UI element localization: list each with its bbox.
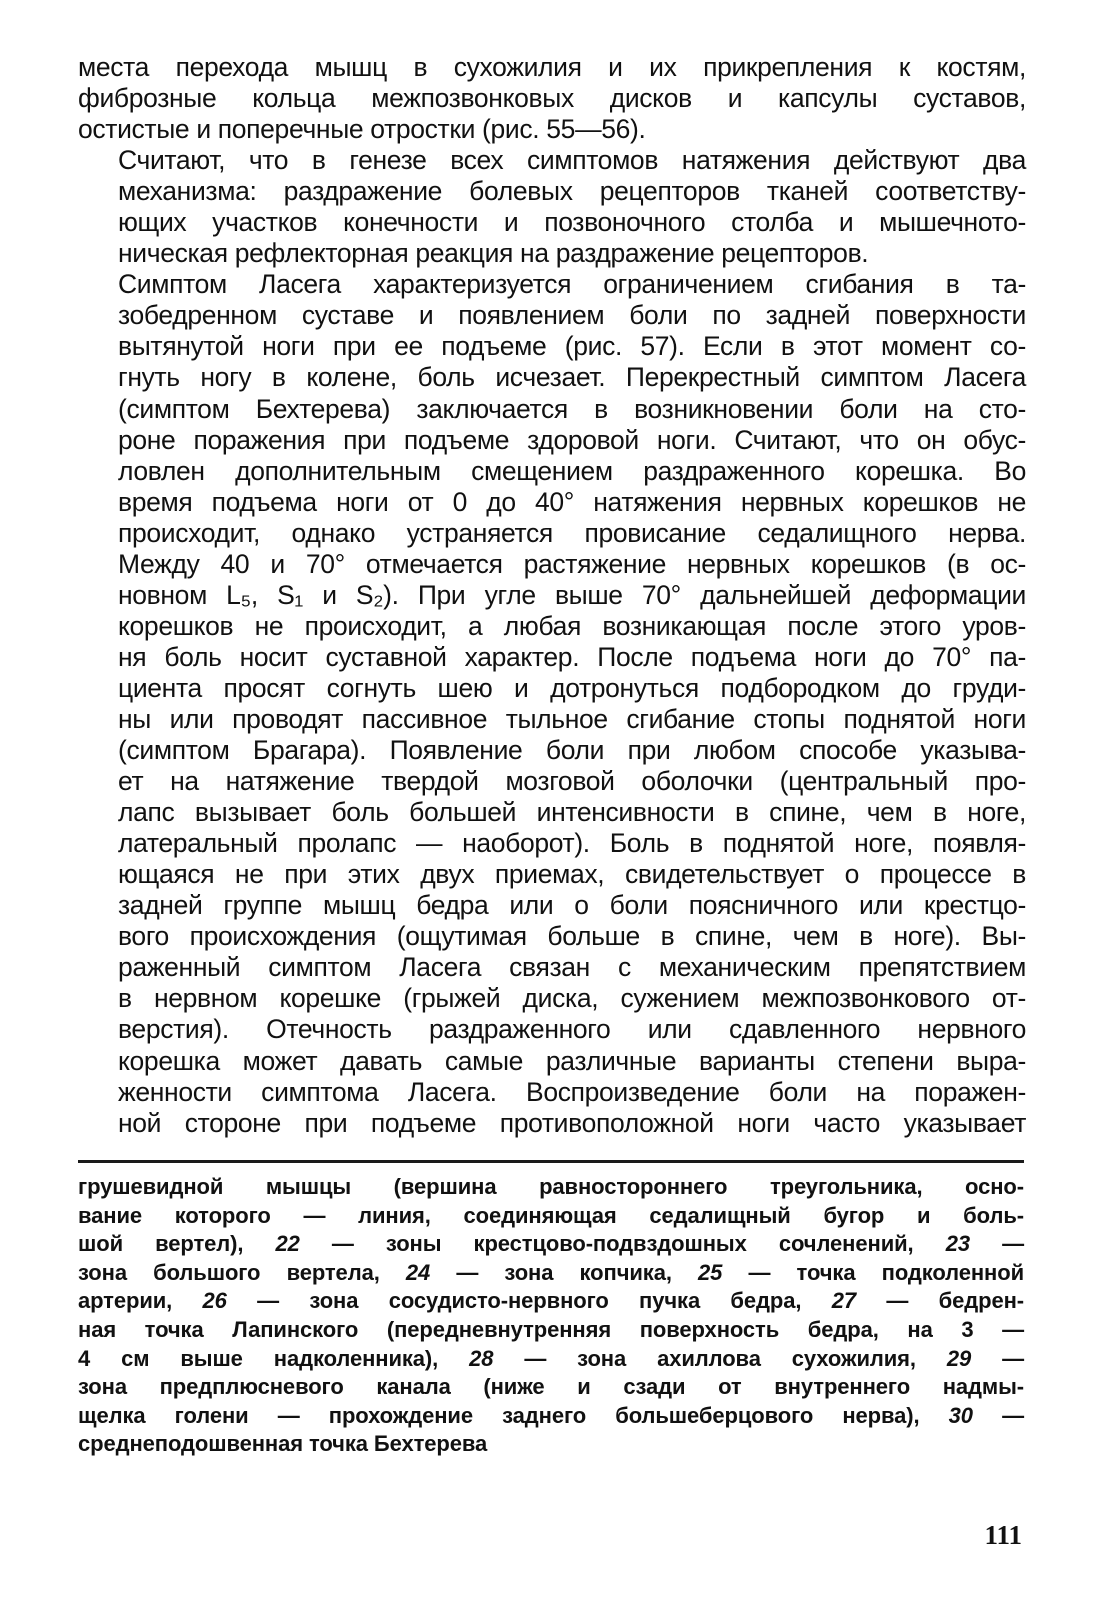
- caption-line: [78, 1202, 1024, 1231]
- paragraph: [78, 145, 1026, 269]
- caption-text: вание которого — линия, соединяющая седалищный бугор и боль-: [78, 1202, 1024, 1228]
- caption-line: [78, 1173, 1024, 1202]
- figure-label-number: 28: [469, 1345, 494, 1371]
- text-line: ющих участков конечности и позвоночного столба и мышечното-: [118, 207, 1026, 238]
- text-line: раженный симптом Ласега связан с механическим препятствием: [118, 952, 1026, 983]
- text-line: ловлен дополнительным смещением раздраженного корешка. Во: [118, 455, 1026, 486]
- text-line: ны или проводят пассивное тыльное сгибание стопы поднятой ноги: [118, 703, 1026, 734]
- paragraph: [78, 269, 1026, 1138]
- figure-label-number: 30: [948, 1402, 973, 1428]
- paragraph: [78, 52, 1026, 145]
- footnote-divider: [78, 1160, 1024, 1163]
- text-line: места перехода мышц в сухожилия и их прикрепления к костям,: [78, 52, 1026, 82]
- text-line: зобедренном суставе и появлением боли по задней поверхности: [118, 300, 1026, 331]
- main-text: [78, 52, 1026, 1139]
- figure-label-number: 29: [946, 1345, 972, 1371]
- caption-line: [78, 1430, 1024, 1459]
- caption-text: зона большого вертела,: [78, 1259, 406, 1285]
- text-line: время подъема ноги от 0 до 40° натяжения нервных корешков не: [118, 486, 1026, 517]
- text-line: вого происхождения (ощутимая больше в спине, чем в ноге). Вы-: [118, 921, 1026, 952]
- text-line: ническая рефлекторная реакция на раздражение рецепторов.: [118, 238, 869, 269]
- caption-text: грушевидной мышцы (вершина равностороннего треугольника, осно-: [78, 1174, 1024, 1199]
- caption-text: среднеподошвенная точка Бехтерева: [78, 1431, 488, 1457]
- caption-text: —: [971, 1345, 1024, 1371]
- text-line: происходит, однако устраняется провисание седалищного нерва.: [118, 517, 1026, 548]
- text-line: корешков не происходит, а любая возникающая после этого уров-: [118, 610, 1026, 641]
- text-line: женности симптома Ласега. Воспроизведение боли на поражен-: [118, 1076, 1026, 1107]
- figure-label-number: 24: [405, 1259, 431, 1285]
- figure-label-number: 27: [831, 1288, 857, 1314]
- caption-text: зона предплюсневого канала (ниже и сзади от внутреннего надмы-: [78, 1374, 1024, 1400]
- figure-caption: [78, 1173, 1024, 1459]
- text-line: Между 40 и 70° отмечается растяжение нервных корешков (в ос-: [118, 548, 1026, 579]
- text-line: гнуть ногу в колене, боль исчезает. Перекрестный симптом Ласега: [118, 362, 1026, 393]
- caption-text: —: [969, 1231, 1024, 1257]
- text-line: циента просят согнуть шею и дотронуться подбородком до груди-: [118, 672, 1026, 703]
- text-line: вытянутой ноги при ее подъеме (рис. 57). Если в этот момент со-: [118, 331, 1026, 362]
- caption-text: артерии,: [78, 1288, 203, 1314]
- caption-line: [78, 1230, 1024, 1259]
- caption-text: — зона копчика,: [430, 1259, 699, 1285]
- caption-text: 4 см выше надколенника),: [78, 1345, 470, 1371]
- caption-text: —: [972, 1402, 1024, 1428]
- text-line: в нервном корешке (грыжей диска, сужением межпозвонкового от-: [118, 983, 1026, 1014]
- figure-label-number: 25: [698, 1259, 723, 1285]
- caption-text: ная точка Лапинского (передневнутренняя поверхность бедра, на 3 —: [78, 1316, 1024, 1342]
- caption-line: [78, 1287, 1024, 1316]
- figure-label-number: 26: [202, 1288, 227, 1314]
- text-line: задней группе мышц бедра или о боли поясничного или крестцо-: [118, 890, 1026, 921]
- text-line: (симптом Бехтерева) заключается в возникновении боли на сто-: [118, 393, 1026, 424]
- caption-line: [78, 1259, 1024, 1288]
- caption-line: [78, 1345, 1024, 1374]
- figure-label-number: 22: [275, 1231, 300, 1257]
- text-line: остистые и поперечные отростки (рис. 55—56).: [78, 114, 646, 145]
- text-line: ет на натяжение твердой мозговой оболочки (центральный про-: [118, 766, 1026, 797]
- text-line: (симптом Брагара). Появление боли при любом способе указыва-: [118, 735, 1026, 766]
- text-line: Считают, что в генезе всех симптомов натяжения действуют два: [118, 145, 1026, 176]
- caption-line: [78, 1316, 1024, 1345]
- caption-text: — зона ахиллова сухожилия,: [493, 1345, 947, 1371]
- text-line: ной стороне при подъеме противоположной ноги часто указывает: [118, 1107, 1026, 1138]
- text-line: ющаяся не при этих двух приемах, свидетельствует о процессе в: [118, 859, 1026, 890]
- figure-label-number: 23: [945, 1231, 970, 1257]
- caption-text: — точка подколенной: [722, 1259, 1024, 1285]
- text-line: лапс вызывает боль большей интенсивности в спине, чем в ноге,: [118, 797, 1026, 828]
- caption-text: — зоны крестцово-подвздошных сочленений,: [299, 1231, 946, 1257]
- text-line: латеральный пролапс — наоборот). Боль в поднятой ноге, появля-: [118, 828, 1026, 859]
- text-line: механизма: раздражение болевых рецепторов тканей соответству-: [118, 176, 1026, 207]
- text-line: фиброзные кольца межпозвонковых дисков и капсулы суставов,: [78, 83, 1026, 114]
- caption-text: — зона сосудисто-нервного пучка бедра,: [226, 1288, 832, 1314]
- text-line: новном L₅, S₁ и S₂). При угле выше 70° дальнейшей деформации: [118, 579, 1026, 610]
- caption-line: [78, 1402, 1024, 1431]
- text-line: Симптом Ласега характеризуется ограничением сгибания в та-: [118, 269, 1026, 300]
- page-number: 111: [984, 1520, 1022, 1550]
- text-line: роне поражения при подъеме здоровой ноги. Считают, что он обус-: [118, 424, 1026, 455]
- caption-text: — бедрен-: [856, 1288, 1024, 1314]
- text-line: корешка может давать самые различные варианты степени выра-: [118, 1045, 1026, 1076]
- text-line: верстия). Отечность раздраженного или сдавленного нервного: [118, 1014, 1026, 1045]
- caption-text: щелка голени — прохождение заднего большеберцового нерва),: [78, 1402, 949, 1428]
- caption-text: шой вертел),: [78, 1231, 276, 1257]
- caption-line: [78, 1373, 1024, 1402]
- text-line: ня боль носит суставной характер. После подъема ноги до 70° па-: [118, 641, 1026, 672]
